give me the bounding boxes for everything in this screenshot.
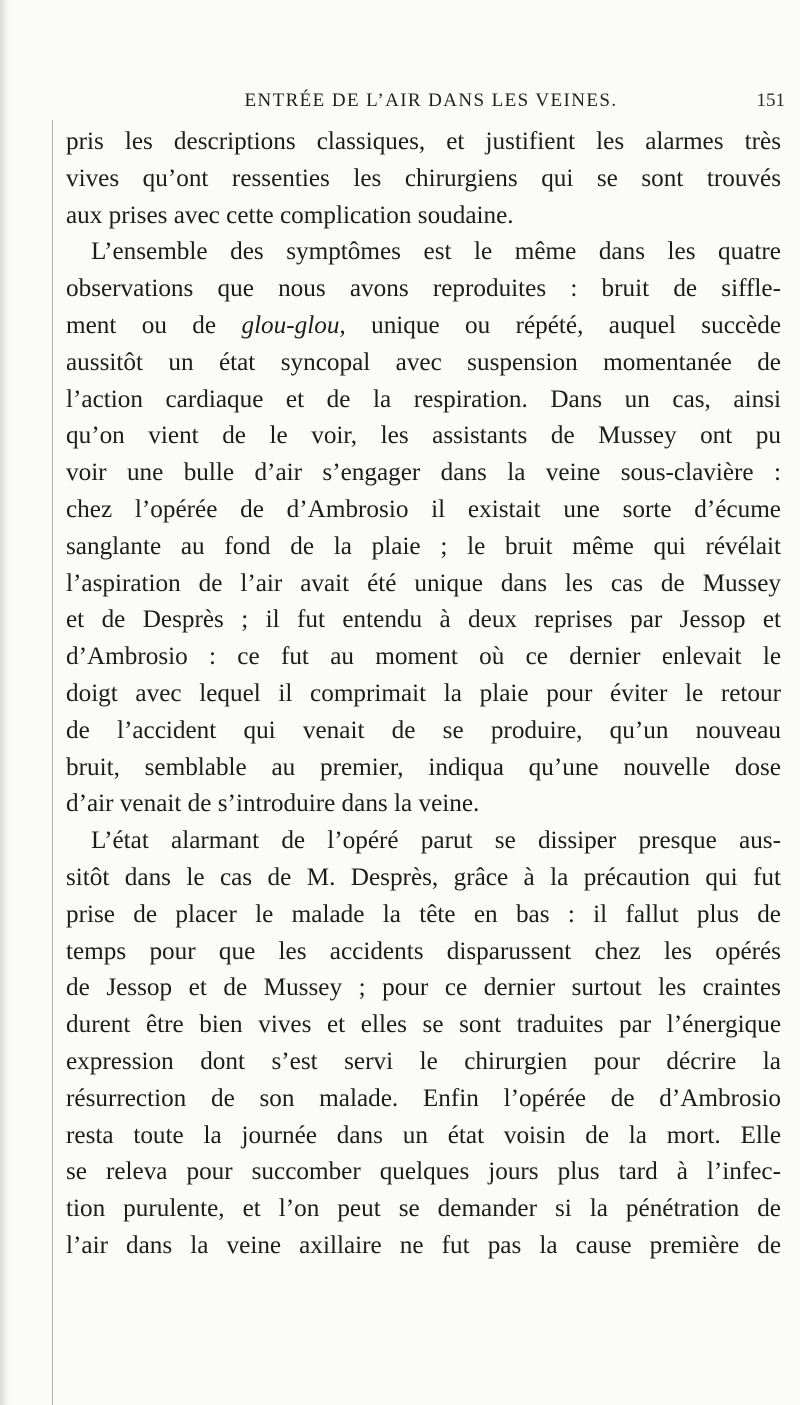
text-line: et de Desprès ; il fut entendu à deux reprises par Jessop et — [66, 606, 781, 634]
text-line: sanglante au fond de la plaie ; le bruit même qui révélait — [66, 532, 781, 560]
margin-rule — [52, 120, 53, 1405]
text-line: tion purulente, et l’on peut se demander si la pénétration de — [66, 1195, 781, 1223]
page-binding-edge — [0, 0, 10, 1405]
text-line: aux prises avec cette complication soudaine. — [66, 201, 514, 229]
text-line: qu’on vient de le voir, les assistants de Mussey ont pu — [66, 422, 781, 450]
text-line: l’aspiration de l’air avait été unique dans les cas de Mussey — [66, 569, 781, 597]
text-line: pris les descriptions classiques, et justifient les alarmes très — [66, 128, 781, 155]
text-line-start: ment ou de — [66, 311, 242, 339]
text-line: se releva pour succomber quelques jours plus tard à l’infec- — [66, 1158, 781, 1186]
text-line: l’action cardiaque et de la respiration. Dans un cas, ainsi — [66, 385, 781, 413]
text-line: doigt avec lequel il comprimait la plaie pour éviter le retour — [66, 679, 781, 707]
text-line: l’air dans la veine axillaire ne fut pas la cause première de — [66, 1231, 781, 1259]
text-line: de l’accident qui venait de se produire, qu’un nouveau — [66, 716, 781, 744]
text-line: L’ensemble des symptômes est le même dans les quatre — [91, 238, 781, 266]
text-line: observations que nous avons reproduites : bruit de siffle- — [66, 275, 781, 303]
text-line: prise de placer le malade la tête en bas : il fallut plus de — [66, 900, 781, 928]
text-line: aussitôt un état syncopal avec suspension momentanée de — [66, 348, 781, 376]
page-number: 151 — [756, 90, 785, 111]
text-line: L’état alarmant de l’opéré parut se dissiper presque aus- — [91, 827, 781, 855]
body-text — [66, 124, 781, 1265]
text-line: voir une bulle d’air s’engager dans la veine sous-clavière : — [66, 459, 781, 487]
text-line: résurrection de son malade. Enfin l’opérée de d’Ambrosio — [66, 1084, 781, 1112]
text-line: bruit, semblable au premier, indiqua qu’une nouvelle dose — [66, 753, 781, 781]
italic-term: glou-glou, — [241, 311, 346, 339]
text-line: d’Ambrosio : ce fut au moment où ce dernier enlevait le — [66, 643, 781, 671]
running-title: ENTRÉE DE L’AIR DANS LES VEINES. — [244, 90, 618, 111]
running-head — [125, 88, 785, 114]
text-line: d’air venait de s’introduire dans la veine. — [66, 790, 480, 818]
text-line: de Jessop et de Mussey ; pour ce dernier surtout les craintes — [66, 974, 781, 1002]
text-line: temps pour que les accidents disparussent chez les opérés — [66, 937, 781, 965]
text-line: vives qu’ont ressenties les chirurgiens qui se sont trouvés — [66, 164, 781, 192]
text-line-end: unique ou répété, auquel succède — [345, 311, 782, 339]
text-line-mixed — [66, 308, 781, 345]
text-line: sitôt dans le cas de M. Desprès, grâce à la précaution qui fut — [66, 863, 781, 891]
text-line: expression dont s’est servi le chirurgien pour décrire la — [66, 1047, 781, 1075]
text-line: resta toute la journée dans un état voisin de la mort. Elle — [66, 1121, 781, 1149]
text-line: chez l’opérée de d’Ambrosio il existait une sorte d’écume — [66, 495, 781, 523]
text-line: durent être bien vives et elles se sont traduites par l’énergique — [66, 1011, 781, 1039]
